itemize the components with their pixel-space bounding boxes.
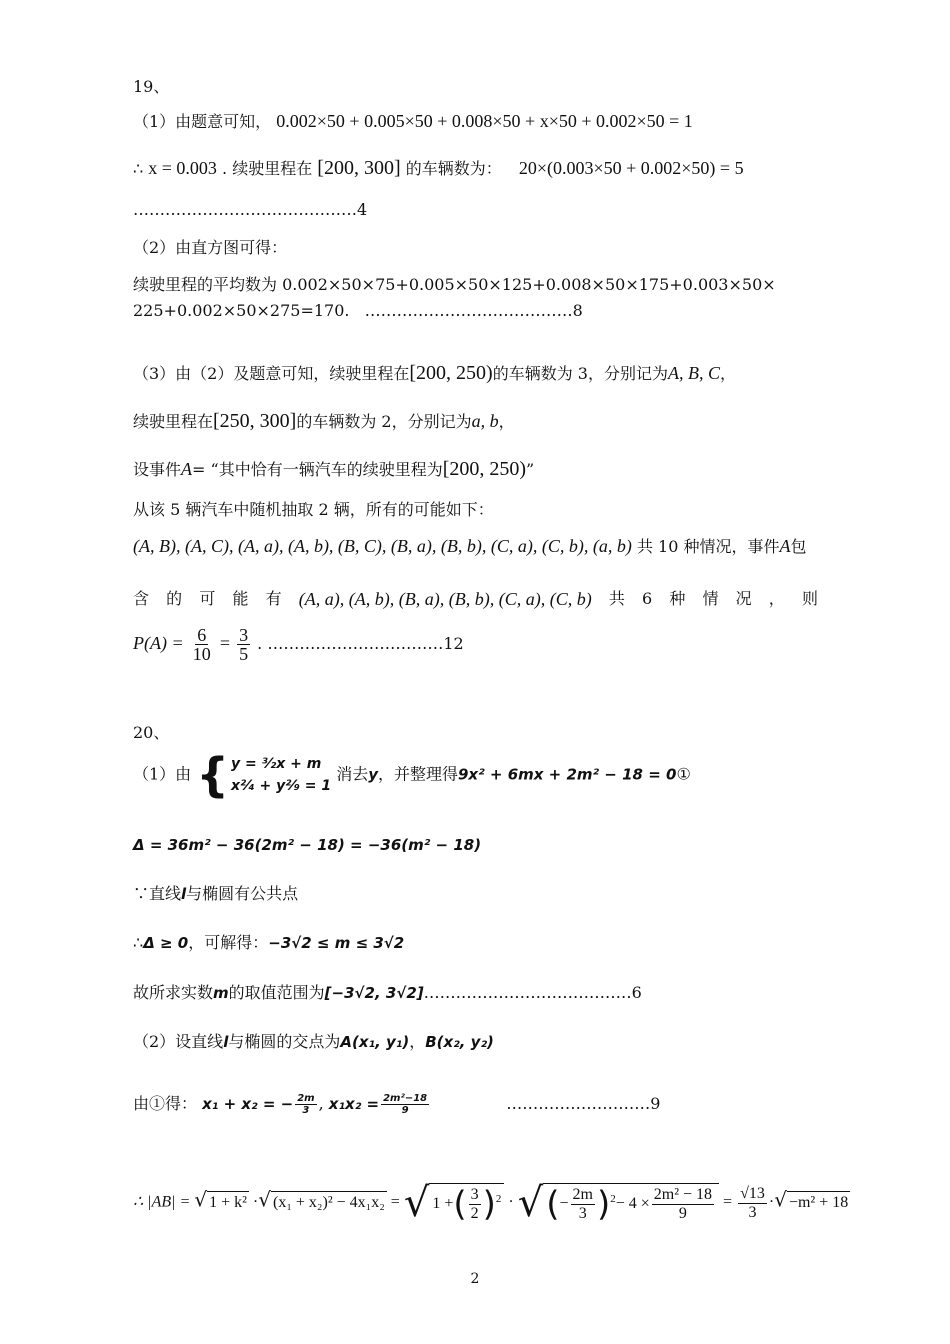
var-l: l (181, 885, 187, 903)
sqrt-slope: 1 +( $\frac{3}{2}$ )$^2$ (429, 1183, 504, 1223)
text: . 续驶里程在 (222, 159, 313, 178)
sum-fraction (295, 1093, 316, 1116)
q20-part1 (133, 748, 691, 802)
denominator: 9 (678, 1205, 687, 1222)
text: ， (409, 1032, 426, 1051)
score-dots: ………………………9 (506, 1094, 661, 1113)
text: 消去 (336, 764, 369, 784)
q19-part1 (133, 110, 693, 133)
numerator: 3 (239, 625, 249, 645)
text: 的车辆数为 2，分别记为 (296, 412, 472, 431)
event-A: A (181, 459, 193, 479)
interval: [250, 300] (213, 410, 297, 432)
q19-part1-score: ……………………………………4 (133, 200, 368, 219)
numerator: 3 (470, 1186, 479, 1203)
text: 续驶里程在 (133, 412, 214, 431)
text: （1）由 (133, 764, 192, 784)
system-eq2: x²⁄₄ + y²⁄₉ = 1 (231, 778, 332, 794)
text: 的车辆数为： (405, 159, 502, 178)
q20-chord-length: ∴ |AB| = √ 1 + k² ·√ (x₁ + x₂)² − 4x₁x₂ = √ 1 +( $\frac{3}{2}$ )$^2$ · √(− $\frac{2m}{3}$ )$^2$− 4 × $\frac{\text{2m² − 18}}{9}$ = $\frac{√13}{3}$ ·√ −m² + 18 (133, 1180, 849, 1226)
prob-lhs: P(A) = (133, 633, 184, 653)
text: （3）由（2）及题意可知，续驶里程在 (133, 364, 410, 383)
q19-part3-line2 (133, 410, 515, 433)
sqrt-icon: √ (258, 1187, 271, 1212)
text: ， (498, 412, 515, 431)
char: 的 (166, 589, 183, 608)
q20-because (133, 883, 298, 905)
denominator: 9 (401, 1105, 409, 1116)
numerator: 2m² − 18 (653, 1186, 713, 1203)
numerator: 6 (197, 625, 207, 645)
text: − (559, 1195, 569, 1213)
sqrt-vieta: (− $\frac{2m}{3}$ )$^2$− 4 × $\frac{\text{2m² − 18}}{9}$ (543, 1183, 719, 1223)
favorable-pairs: (A, a), (A, b), (B, a), (B, b), (C, a), (C, b) (298, 589, 592, 609)
q20-number: 20、 (133, 723, 170, 742)
sqrt-result: −m² + 18 (787, 1191, 850, 1214)
text: ∵直线 (133, 884, 182, 903)
ab-prefix: ∴ |AB| = (133, 1193, 195, 1211)
q19-part2-line2 (133, 300, 583, 322)
q19-part3-line4: 从该 5 辆汽车中随机抽取 2 辆，所有的可能如下： (133, 500, 494, 519)
numerator: 2m²−18 (383, 1093, 428, 1104)
sqrt-discriminant: (x₁ + x₂)² − 4x₁x₂ (271, 1191, 387, 1214)
all-pairs: (A, B), (A, C), (A, a), (A, b), (B, C), (B, a), (B, b), (C, a), (C, b), (a, b) (133, 536, 632, 556)
q19-part2-line1: 续驶里程的平均数为 0.002×50×75+0.005×50×125+0.008×50×175+0.003×50× (133, 275, 776, 294)
char: 含 (133, 589, 150, 608)
q19-number: 19、 (133, 77, 170, 96)
count-equation: 20×(0.003×50 + 0.002×50) = 5 (518, 158, 744, 178)
q20-part2 (133, 1031, 494, 1053)
text: ，并整理得 (377, 764, 458, 784)
text: 由①得： (133, 1094, 198, 1113)
var-l: l (223, 1033, 229, 1051)
q19-part1-equation: 0.002×50 + 0.005×50 + 0.008×50 + x×50 + 0.002×50 = 1 (276, 111, 693, 131)
sqrt-icon: √ (774, 1187, 787, 1212)
event-A: A (779, 536, 791, 556)
page-number: 2 (470, 1271, 480, 1287)
point-B: B(x₂, y₂) (425, 1033, 494, 1051)
point-A: A(x₁, y₁) (340, 1033, 410, 1051)
fraction-prod (652, 1186, 714, 1223)
equation-system (196, 748, 332, 802)
brace: { (196, 748, 230, 802)
fraction-3-5 (237, 626, 250, 663)
q20-vieta (133, 1093, 660, 1116)
text: = “其中恰有一辆汽车的续驶里程为 (192, 460, 443, 479)
q20-delta: Δ = 36m² − 36(2m² − 18) = −36(m² − 18) (133, 836, 482, 854)
separator: , (318, 1094, 324, 1113)
denominator: 3 (748, 1203, 757, 1221)
fraction-sqrt13-3 (738, 1185, 767, 1222)
char: 可 (199, 589, 216, 608)
m-range: −3√2 ≤ m ≤ 3√2 (268, 934, 405, 952)
q19-part1-result (133, 157, 744, 180)
text: 1 + (432, 1195, 454, 1213)
text: （2）设直线 (133, 1032, 224, 1051)
char: 能 (232, 589, 249, 608)
q19-probability: P(A) = $\frac{6}{10}$ = $\frac{3}{5}$ . ……………………………12 (133, 625, 464, 664)
denominator: 3 (578, 1205, 587, 1222)
denominator: 2 (470, 1205, 479, 1222)
sqrt-icon: √ (403, 1180, 430, 1226)
text: 与椭圆的交点为 (228, 1032, 341, 1051)
q20-conclusion (133, 982, 642, 1004)
q19-part3-line1 (133, 362, 736, 385)
text: ， (719, 364, 736, 383)
quadratic-eq: 9x² + 6mx + 2m² − 18 = 0 (458, 765, 677, 784)
fraction-3-2 (469, 1186, 481, 1223)
interval: [200, 250) (409, 362, 493, 384)
q19-part1-label: （1）由题意可知， (133, 112, 272, 131)
text: ” (526, 460, 535, 479)
sum-lhs: x₁ + x₂ = − (202, 1095, 294, 1113)
circled-1: ① (676, 764, 691, 784)
q19-part3-contain (133, 588, 818, 610)
equals: = (390, 1193, 400, 1211)
q19-part2-label: （2）由直方图可得： (133, 238, 288, 257)
text: ，可解得： (188, 933, 269, 952)
therefore-symbol: ∴ (133, 933, 144, 952)
numerator: √13 (740, 1184, 765, 1202)
vars: a, b (471, 411, 499, 431)
dot: · (252, 1193, 259, 1211)
text: 的车辆数为 3，分别记为 (492, 364, 668, 383)
text: 故所求实数 (133, 983, 214, 1002)
fraction-6-10 (191, 626, 213, 663)
char: 6 (642, 589, 653, 608)
numerator: 2m (572, 1186, 593, 1203)
prod-lhs: x₁x₂ = (328, 1095, 380, 1113)
char: 情 (702, 589, 719, 608)
var-y: y (368, 765, 378, 784)
char: 种 (669, 589, 686, 608)
interval: [200, 300] (317, 157, 401, 179)
text: − 4 × (615, 1195, 650, 1213)
system-eq1: y = ³⁄₂x + m (231, 756, 322, 772)
m-interval: [−3√2, 3√2] (324, 984, 424, 1002)
var-m: m (213, 984, 229, 1002)
denominator: 10 (192, 644, 211, 664)
sqrt-icon: √ (194, 1187, 208, 1212)
x-value: x = 0.003 (148, 158, 217, 178)
text: 的取值范围为 (228, 983, 325, 1002)
therefore-symbol: ∴ (133, 159, 149, 178)
denominator: 3 (302, 1105, 310, 1116)
char: 况 (735, 589, 752, 608)
prod-fraction (381, 1093, 429, 1116)
mean-result: 225+0.002×50×275=170. (133, 301, 350, 320)
denominator: 5 (239, 644, 249, 664)
interval: [200, 250) (442, 458, 527, 480)
char: 共 (608, 589, 625, 608)
score-dots: …………………………………6 (423, 983, 642, 1002)
score-dots: …………………………………8 (364, 301, 583, 320)
sqrt-icon: √ (517, 1180, 544, 1226)
char: ， (768, 589, 785, 608)
numerator: 2m (297, 1093, 315, 1104)
score-dots: . ……………………………12 (257, 634, 464, 653)
text: 与椭圆有公共点 (186, 884, 299, 903)
q19-part3-line3 (133, 458, 534, 481)
char: 则 (801, 589, 818, 608)
q20-therefore (133, 932, 404, 954)
char: 有 (265, 589, 282, 608)
q19-part3-pairs (133, 535, 807, 558)
sqrt-1-k2: 1 + k² (207, 1191, 249, 1214)
fraction-2m-3 (571, 1186, 595, 1223)
text: 包 (790, 537, 807, 556)
vars: A, B, C (667, 363, 720, 383)
text: 共 10 种情况，事件 (636, 537, 780, 556)
text: 设事件 (133, 460, 182, 479)
delta-cond: Δ ≥ 0 (143, 934, 189, 952)
